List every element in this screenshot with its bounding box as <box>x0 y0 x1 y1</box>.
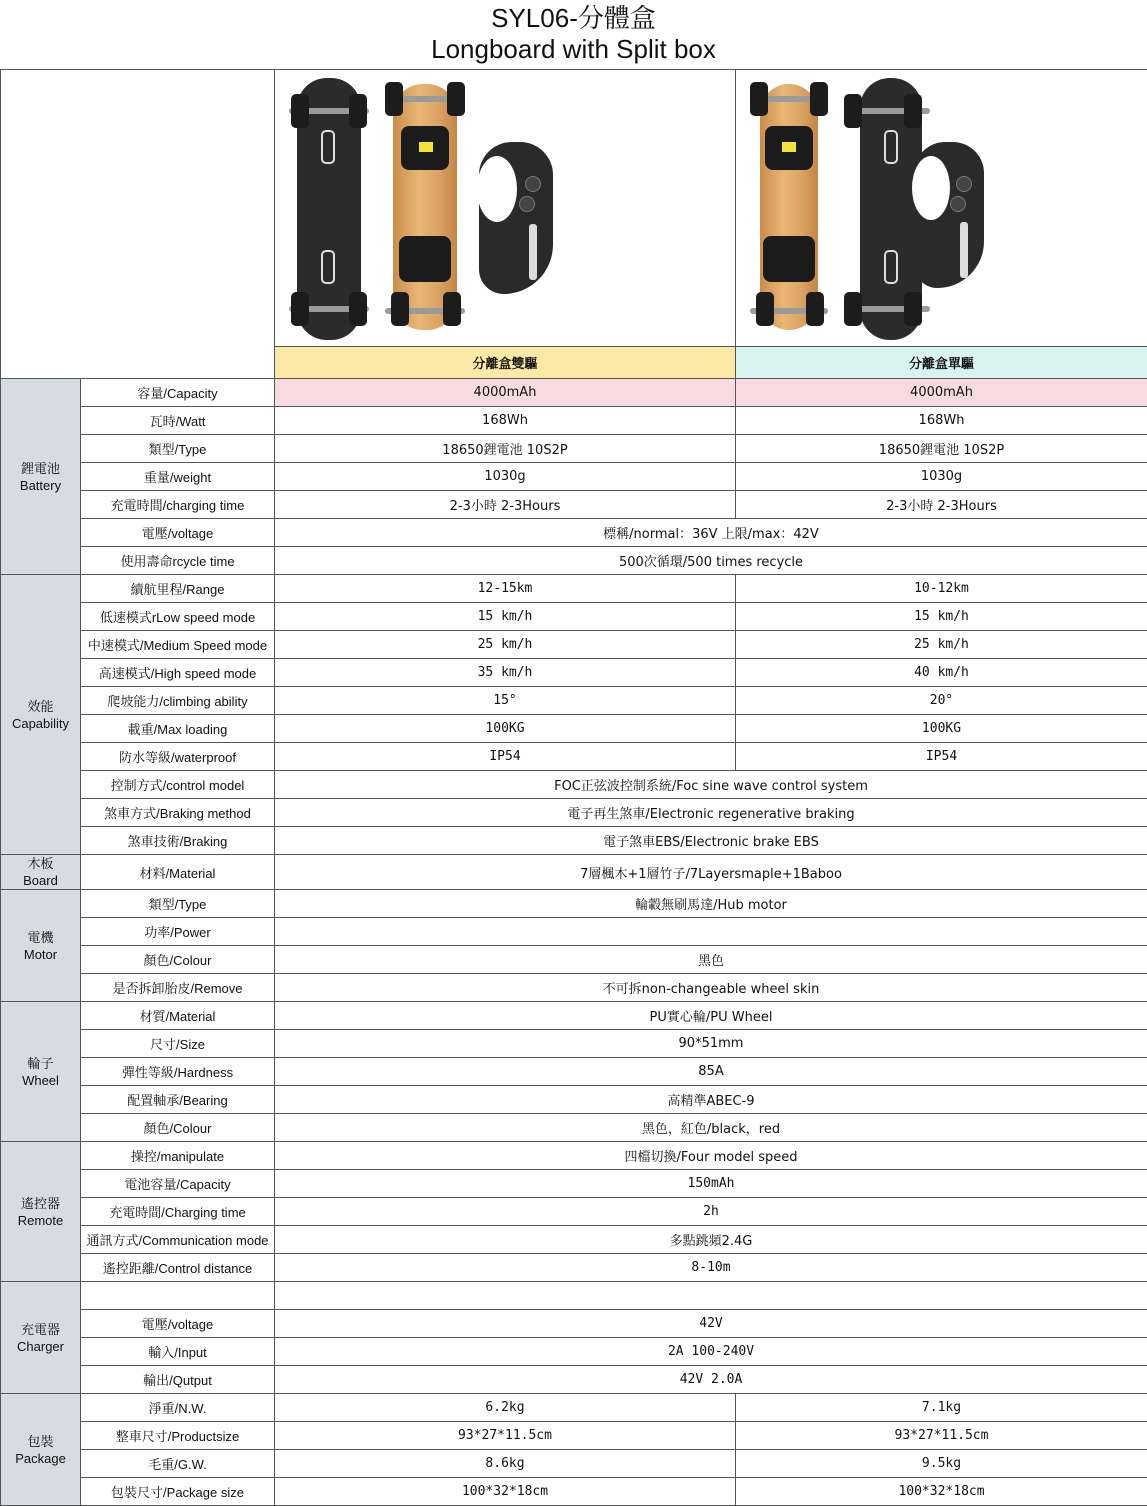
row-label: 容量/Capacity <box>81 379 275 407</box>
row-label: 彈性等級/Hardness <box>81 1058 275 1086</box>
row-label: 電壓/voltage <box>81 519 275 547</box>
wheel-icon <box>806 292 824 326</box>
battery-level-bar <box>960 222 968 278</box>
section-motor: 電機 Motor <box>1 890 81 1002</box>
wheel-icon <box>443 292 461 326</box>
value-dual: 18650鋰電池 10S2P <box>275 435 736 463</box>
deck-slot-icon <box>884 250 898 284</box>
value-single: 18650鋰電池 10S2P <box>736 435 1147 463</box>
value-shared: 電子再生煞車/Electronic regenerative braking <box>275 799 1147 827</box>
row-label: 是否拆卸胎皮/Remove <box>81 974 275 1002</box>
value-single: 100KG <box>736 715 1147 743</box>
thumb-hole <box>912 156 950 220</box>
dual-drive-product-image <box>275 70 736 347</box>
value-dual: IP54 <box>275 743 736 771</box>
row-label: 顏色/Colour <box>81 946 275 974</box>
value-dual: 100*32*18cm <box>275 1478 736 1506</box>
section-remote: 遙控器 Remote <box>1 1142 81 1282</box>
row-label: 電池容量/Capacity <box>81 1170 275 1198</box>
value-dual: 6.2kg <box>275 1394 736 1422</box>
row-label: 載重/Max loading <box>81 715 275 743</box>
row-label: 尺寸/Size <box>81 1030 275 1058</box>
value-single: 93*27*11.5cm <box>736 1422 1147 1450</box>
value-single: 4000mAh <box>736 379 1147 407</box>
section-board: 木板 Board <box>1 855 81 890</box>
value-dual: 12-15km <box>275 575 736 603</box>
row-label: 輸入/Input <box>81 1338 275 1366</box>
section-wheel: 輪子 Wheel <box>1 1002 81 1142</box>
wheel-icon <box>750 82 768 116</box>
row-label: 電壓/voltage <box>81 1310 275 1338</box>
section-capability: 效能 Capability <box>1 575 81 855</box>
row-label: 包裝尺寸/Package size <box>81 1478 275 1506</box>
value-single: 168Wh <box>736 407 1147 435</box>
value-single: 1030g <box>736 463 1147 491</box>
row-label: 毛重/G.W. <box>81 1450 275 1478</box>
value-shared: 8-10m <box>275 1254 1147 1282</box>
wheel-icon <box>349 292 367 326</box>
row-label: 高速模式/High speed mode <box>81 659 275 687</box>
section-battery: 鋰電池 Battery <box>1 379 81 575</box>
row-label: 類型/Type <box>81 890 275 918</box>
deck-slot-icon <box>321 130 335 164</box>
wheel-icon <box>844 94 862 128</box>
row-label: 瓦時/Watt <box>81 407 275 435</box>
reverse-button-icon <box>950 196 966 212</box>
row-label: 通訊方式/Communication mode <box>81 1226 275 1254</box>
row-label: 煞車技術/Braking <box>81 827 275 855</box>
wheel-icon <box>447 82 465 116</box>
wheel-icon <box>810 82 828 116</box>
row-label: 使用壽命rcycle time <box>81 547 275 575</box>
esc-box <box>399 236 451 282</box>
row-label: 充電時間/Charging time <box>81 1198 275 1226</box>
value-shared: 2A 100-240V <box>275 1338 1147 1366</box>
value-single: 15 km/h <box>736 603 1147 631</box>
row-label: 防水等級/waterproof <box>81 743 275 771</box>
row-label: 遙控距離/Control distance <box>81 1254 275 1282</box>
row-label: 重量/weight <box>81 463 275 491</box>
value-shared: 多點跳頻2.4G <box>275 1226 1147 1254</box>
row-label: 爬坡能力/climbing ability <box>81 687 275 715</box>
value-shared: 黑色，紅色/black，red <box>275 1114 1147 1142</box>
value-single: 10-12km <box>736 575 1147 603</box>
value-dual: 168Wh <box>275 407 736 435</box>
value-dual: 15° <box>275 687 736 715</box>
row-label: 充電時間/charging time <box>81 491 275 519</box>
header-dual-drive: 分離盒雙驅 <box>275 347 736 379</box>
wheel-icon <box>391 292 409 326</box>
value-shared: PU實心輪/PU Wheel <box>275 1002 1147 1030</box>
header-single-drive: 分離盒單驅 <box>736 347 1147 379</box>
battery-level-bar <box>529 224 537 280</box>
wheel-icon <box>385 82 403 116</box>
value-shared: 150mAh <box>275 1170 1147 1198</box>
row-label: 控制方式/control model <box>81 771 275 799</box>
row-label: 材料/Material <box>81 855 275 890</box>
row-label: 輸出/Qutput <box>81 1366 275 1394</box>
value-single: 20° <box>736 687 1147 715</box>
value-dual: 8.6kg <box>275 1450 736 1478</box>
row-label: 整車尺寸/Productsize <box>81 1422 275 1450</box>
value-shared <box>275 918 1147 946</box>
value-dual: 93*27*11.5cm <box>275 1422 736 1450</box>
row-label: 功率/Power <box>81 918 275 946</box>
wheel-icon <box>349 94 367 128</box>
value-dual: 1030g <box>275 463 736 491</box>
value-dual: 100KG <box>275 715 736 743</box>
value-dual: 2-3小時 2-3Hours <box>275 491 736 519</box>
value-single: 2-3小時 2-3Hours <box>736 491 1147 519</box>
value-shared: 標稱/normal：36V 上限/max：42V <box>275 519 1147 547</box>
battery-indicator-icon <box>419 142 433 152</box>
value-dual: 25 km/h <box>275 631 736 659</box>
value-shared: 不可拆non-changeable wheel skin <box>275 974 1147 1002</box>
value-single: 9.5kg <box>736 1450 1147 1478</box>
row-label: 材質/Material <box>81 1002 275 1030</box>
thumb-hole <box>477 156 517 222</box>
wheel-icon <box>904 94 922 128</box>
single-drive-product-image <box>736 70 1147 347</box>
remote-control-image <box>479 142 553 294</box>
value-dual: 35 km/h <box>275 659 736 687</box>
value-single: 100*32*18cm <box>736 1478 1147 1506</box>
value-shared: 42V 2.0A <box>275 1366 1147 1394</box>
value-shared: 輪轂無刷馬達/Hub motor <box>275 890 1147 918</box>
reverse-button-icon <box>519 196 535 212</box>
section-package: 包裝 Package <box>1 1394 81 1506</box>
value-shared: 高精準ABEC-9 <box>275 1086 1147 1114</box>
document-title <box>0 0 1147 70</box>
row-label: 顏色/Colour <box>81 1114 275 1142</box>
battery-indicator-icon <box>782 142 796 152</box>
value-single: IP54 <box>736 743 1147 771</box>
value-shared: 85A <box>275 1058 1147 1086</box>
title-model: SYL06-分體盒 <box>0 3 1147 33</box>
wheel-icon <box>844 292 862 326</box>
row-label: 類型/Type <box>81 435 275 463</box>
value-shared: 四檔切換/Four model speed <box>275 1142 1147 1170</box>
value-single: 40 km/h <box>736 659 1147 687</box>
value-dual: 15 km/h <box>275 603 736 631</box>
wheel-icon <box>291 292 309 326</box>
section-charger: 充電器 Charger <box>1 1282 81 1394</box>
title-description: Longboard with Split box <box>0 33 1147 65</box>
value-shared: 42V <box>275 1310 1147 1338</box>
spec-table <box>0 69 1147 1506</box>
esc-box <box>763 236 815 282</box>
value-empty <box>275 1282 1147 1310</box>
row-label: 淨重/N.W. <box>81 1394 275 1422</box>
remote-control-image <box>914 142 984 288</box>
power-button-icon <box>956 176 972 192</box>
row-label: 續航里程/Range <box>81 575 275 603</box>
row-label: 中速模式/Medium Speed mode <box>81 631 275 659</box>
wheel-icon <box>291 94 309 128</box>
row-label: 配置軸承/Bearing <box>81 1086 275 1114</box>
deck-slot-icon <box>884 130 898 164</box>
row-label: 操控/manipulate <box>81 1142 275 1170</box>
value-single: 7.1kg <box>736 1394 1147 1422</box>
power-button-icon <box>525 176 541 192</box>
value-dual: 4000mAh <box>275 379 736 407</box>
value-shared: 黑色 <box>275 946 1147 974</box>
row-label-empty <box>81 1282 275 1310</box>
value-shared: 電子煞車EBS/Electronic brake EBS <box>275 827 1147 855</box>
blank-corner <box>1 70 275 379</box>
value-shared: 2h <box>275 1198 1147 1226</box>
row-label: 煞車方式/Braking method <box>81 799 275 827</box>
row-label: 低速模式rLow speed mode <box>81 603 275 631</box>
value-shared: 500次循環/500 times recycle <box>275 547 1147 575</box>
wheel-icon <box>756 292 774 326</box>
value-shared: 7層楓木+1層竹子/7Layersmaple+1Baboo <box>275 855 1147 890</box>
deck-slot-icon <box>321 250 335 284</box>
value-shared: FOC正弦波控制系統/Foc sine wave control system <box>275 771 1147 799</box>
value-shared: 90*51mm <box>275 1030 1147 1058</box>
value-single: 25 km/h <box>736 631 1147 659</box>
wheel-icon <box>904 292 922 326</box>
